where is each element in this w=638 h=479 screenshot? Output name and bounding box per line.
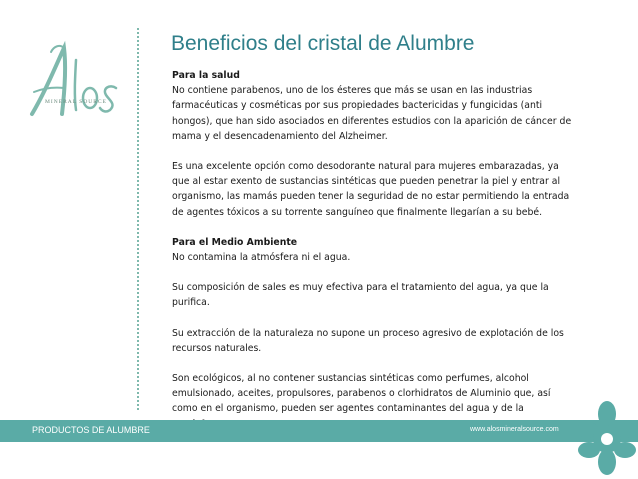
paragraph: Es una excelente opción como desodorante natural para mujeres embarazadas, ya que al estar exento de sustancias sintéticas que pueden penetrar la piel y entrar al organismo, las mamás pueden tener la seguridad de no estar permitiendo la entrada de agentes tóxicos a su torrente sanguíneo que finalmente llegarían a su bebé. xyxy=(172,161,570,218)
footer-url[interactable]: www.alosmineralsource.com xyxy=(470,426,559,433)
paragraph: Su extracción de la naturaleza no supone un proceso agresivo de explotación de los recursos naturales. xyxy=(172,327,564,354)
slide-content xyxy=(172,68,572,447)
paragraph: No contiene parabenos, uno de los ésteres que más se usan en las industrias farmacéuticas y cosméticas por sus propiedades bactericidas y fungicidas (anti hongos), que han sido asociados en diferentes estudios con la aparición de cáncer de mama y el desencadenamiento del Alzheimer. xyxy=(172,85,572,142)
footer-label: PRODUCTOS DE ALUMBRE xyxy=(32,425,150,435)
alos-logo xyxy=(18,40,128,130)
footer-bar xyxy=(0,420,638,442)
paragraph: Su composición de sales es muy efectiva para el tratamiento del agua, ya que la purifica. xyxy=(172,282,549,309)
logo-tagline: MINERAL SOURCE xyxy=(45,99,107,105)
paragraph: No contamina la atmósfera ni el agua. xyxy=(172,252,351,264)
flower-icon xyxy=(578,400,636,476)
vertical-divider xyxy=(137,28,139,410)
slide-title: Beneficios del cristal de Alumbre xyxy=(171,32,475,55)
paragraph: Son ecológicos, al no contener sustancias sintéticas como perfumes, alcohol emulsionado, aceites, propulsores, parabenos o clorhidratos de Aluminio que, así como en el organismo, pueden ser agentes contaminantes del agua y de la xyxy=(172,373,551,415)
section-heading-health: Para la salud xyxy=(172,70,240,81)
section-heading-environment: Para el Medio Ambiente xyxy=(172,236,298,248)
